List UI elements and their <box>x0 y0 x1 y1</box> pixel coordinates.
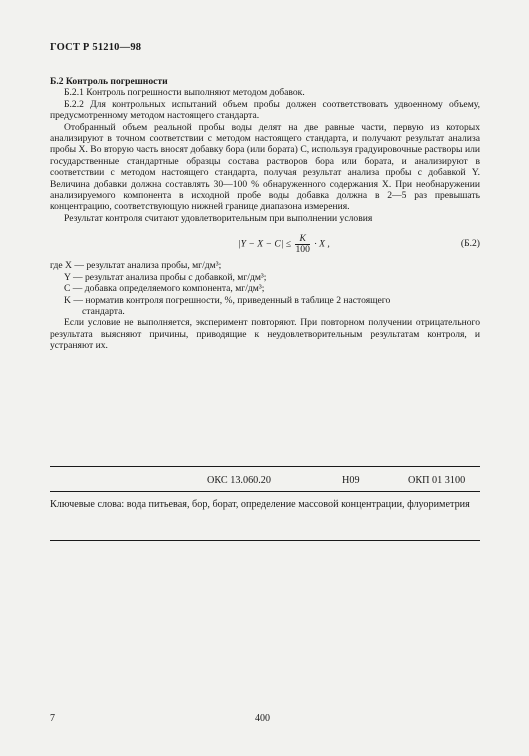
definition-x: где X — результат анализа пробы, мг/дм³; <box>50 260 222 272</box>
paragraph-condition: Результат контроля считают удовлетворительным при выполнении условия <box>64 212 373 224</box>
definition-c: C — добавка определяемого компонента, мг/дм³; <box>64 283 265 295</box>
definition-k: K — норматив контроля погрешности, %, приведенный в таблице 2 настоящего <box>64 294 391 306</box>
formula-expression <box>238 234 330 255</box>
definition-y: Y — результат анализа пробы с добавкой, мг/дм³; <box>64 271 267 283</box>
paragraph-procedure: Отобранный объем реальной пробы воды делят на две равные части, первую из которых анализируют в точном соответствии с методом настоящего стандарта, и получают результат анализа пробы X. Во вторую часть вносят добавку бора (или бората) C, используя градуировочные растворы или государственные стандартные образцы состава растворов бора или бората, и анализируют в соответствии с методом настоящего стандарта, получая результат анализа пробы с добавкой Y. Величина добавки должна составлять 30—100 % обнаруженного содержания X. При необнаружении анализируемого компонента в исходной пробе воды добавка должна в 2—5 раз превышать концентрацию, соответствующую нижней границе диапазона измерения. <box>50 121 480 213</box>
middle-divider <box>50 491 480 492</box>
page-number: 7 <box>50 713 55 724</box>
formula-left: |Y − X − C| ≤ <box>238 238 292 250</box>
formula-number: (Б.2) <box>460 238 480 250</box>
fraction-denominator: 100 <box>295 244 310 256</box>
okp-code: ОКП 01 3100 <box>408 475 466 486</box>
standard-header: ГОСТ Р 51210—98 <box>50 42 142 53</box>
formula-right: · X , <box>314 238 330 250</box>
oks-code: ОКС 13.060.20 <box>207 475 271 486</box>
sheet-number: 400 <box>255 713 270 724</box>
paragraph-b22: Б.2.2 Для контрольных испытаний объем пробы должен соответствовать удвоенному объему, предусмотренному методом настоящего стандарта. <box>50 98 480 122</box>
group-code: Н09 <box>342 475 360 486</box>
section-title: Б.2 Контроль погрешности <box>50 76 168 87</box>
top-divider <box>50 466 480 467</box>
section-body <box>50 76 480 352</box>
paragraph-b21: Б.2.1 Контроль погрешности выполняют методом добавок. <box>64 87 305 99</box>
formula-b2 <box>50 230 480 256</box>
keywords: Ключевые слова: вода питьевая, бор, борат, определение массовой концентрации, флуориметрия <box>50 499 470 510</box>
fraction-numerator: K <box>295 234 309 245</box>
bottom-divider <box>50 540 480 541</box>
paragraph-closing: Если условие не выполняется, эксперимент повторяют. При повторном получении отрицательного результата выясняют причины, приводящие к неудовлетворительным результатам контроля, и устраняют их. <box>50 317 480 352</box>
definition-k-continued: стандарта. <box>82 305 125 317</box>
formula-fraction <box>295 234 309 255</box>
